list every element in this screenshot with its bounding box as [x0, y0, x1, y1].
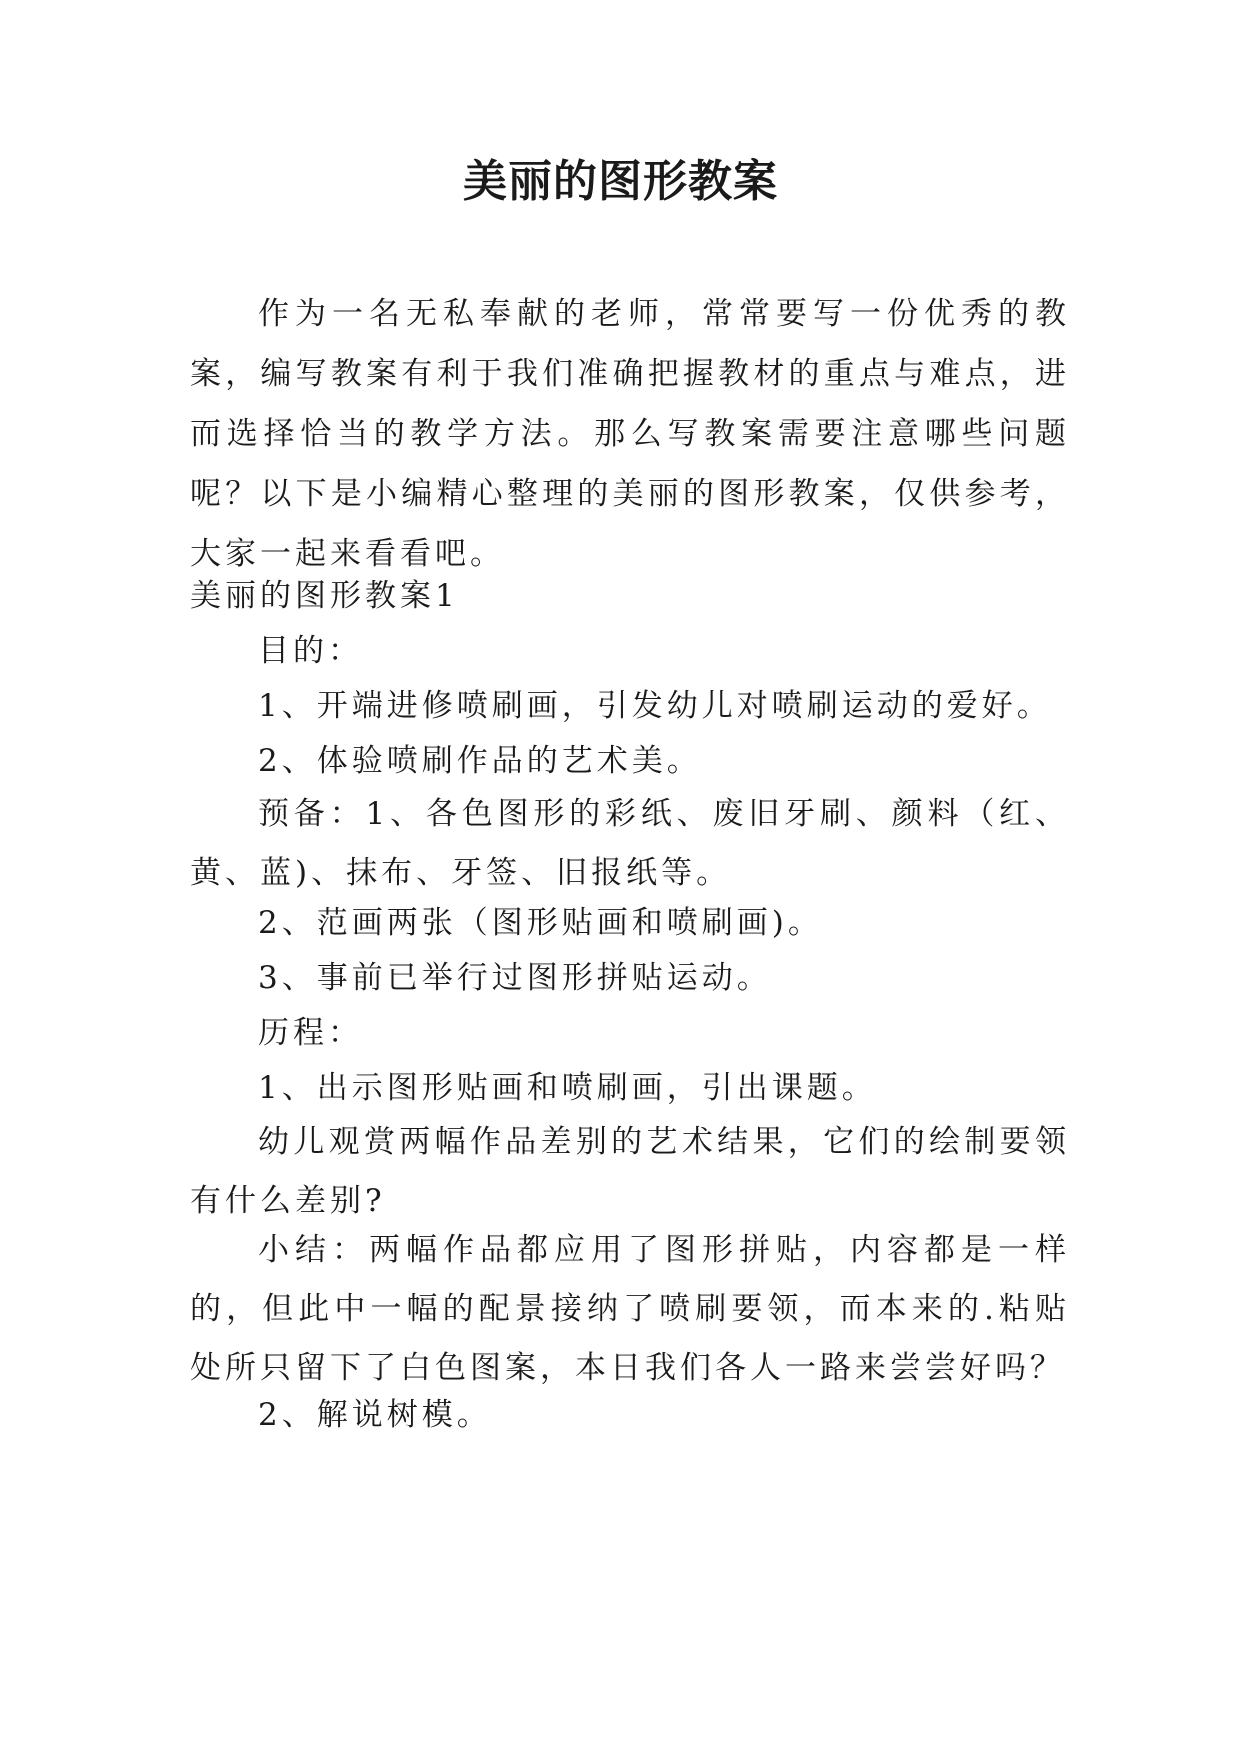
process-step-2: 2、解说树模。: [258, 1397, 492, 1433]
prep-item-2: 2、范画两张（图形贴画和喷刷画)。: [258, 905, 823, 941]
goal-item-1: 1、开端进修喷刷画，引发幼儿对喷刷运动的爱好。: [258, 688, 1052, 724]
goal-label: 目的：: [258, 633, 363, 669]
observe-paragraph: 幼儿观赏两幅作品差别的艺术结果，它们的绘制要领有什么差别?: [190, 1124, 1070, 1219]
prep-item-3: 3、事前已举行过图形拼贴运动。: [258, 960, 772, 996]
page-title: 美丽的图形教案: [463, 156, 778, 207]
prep-item-1: 预备：1、各色图形的彩纸、废旧牙刷、颜料（红、黄、蓝)、抹布、牙签、旧报纸等。: [190, 796, 1070, 891]
goal-item-2: 2、体验喷刷作品的艺术美。: [258, 743, 702, 779]
intro-paragraph: 作为一名无私奉献的老师，常常要写一份优秀的教案，编写教案有利于我们准确把握教材的重点与难点，进而选择恰当的教学方法。那么写教案需要注意哪些问题呢？以下是小编精心整理的美丽的图形教案，仅供参考，大家一起来看看吧。: [190, 296, 1070, 572]
summary-paragraph: 小结：两幅作品都应用了图形拼贴，内容都是一样的，但此中一幅的配景接纳了喷刷要领，而本来的.粘贴处所只留下了白色图案，本日我们各人一路来尝尝好吗？: [190, 1232, 1070, 1386]
process-step-1: 1、出示图形贴画和喷刷画，引出课题。: [258, 1070, 877, 1106]
process-label: 历程：: [258, 1015, 363, 1051]
section-heading: 美丽的图形教案1: [190, 578, 459, 614]
